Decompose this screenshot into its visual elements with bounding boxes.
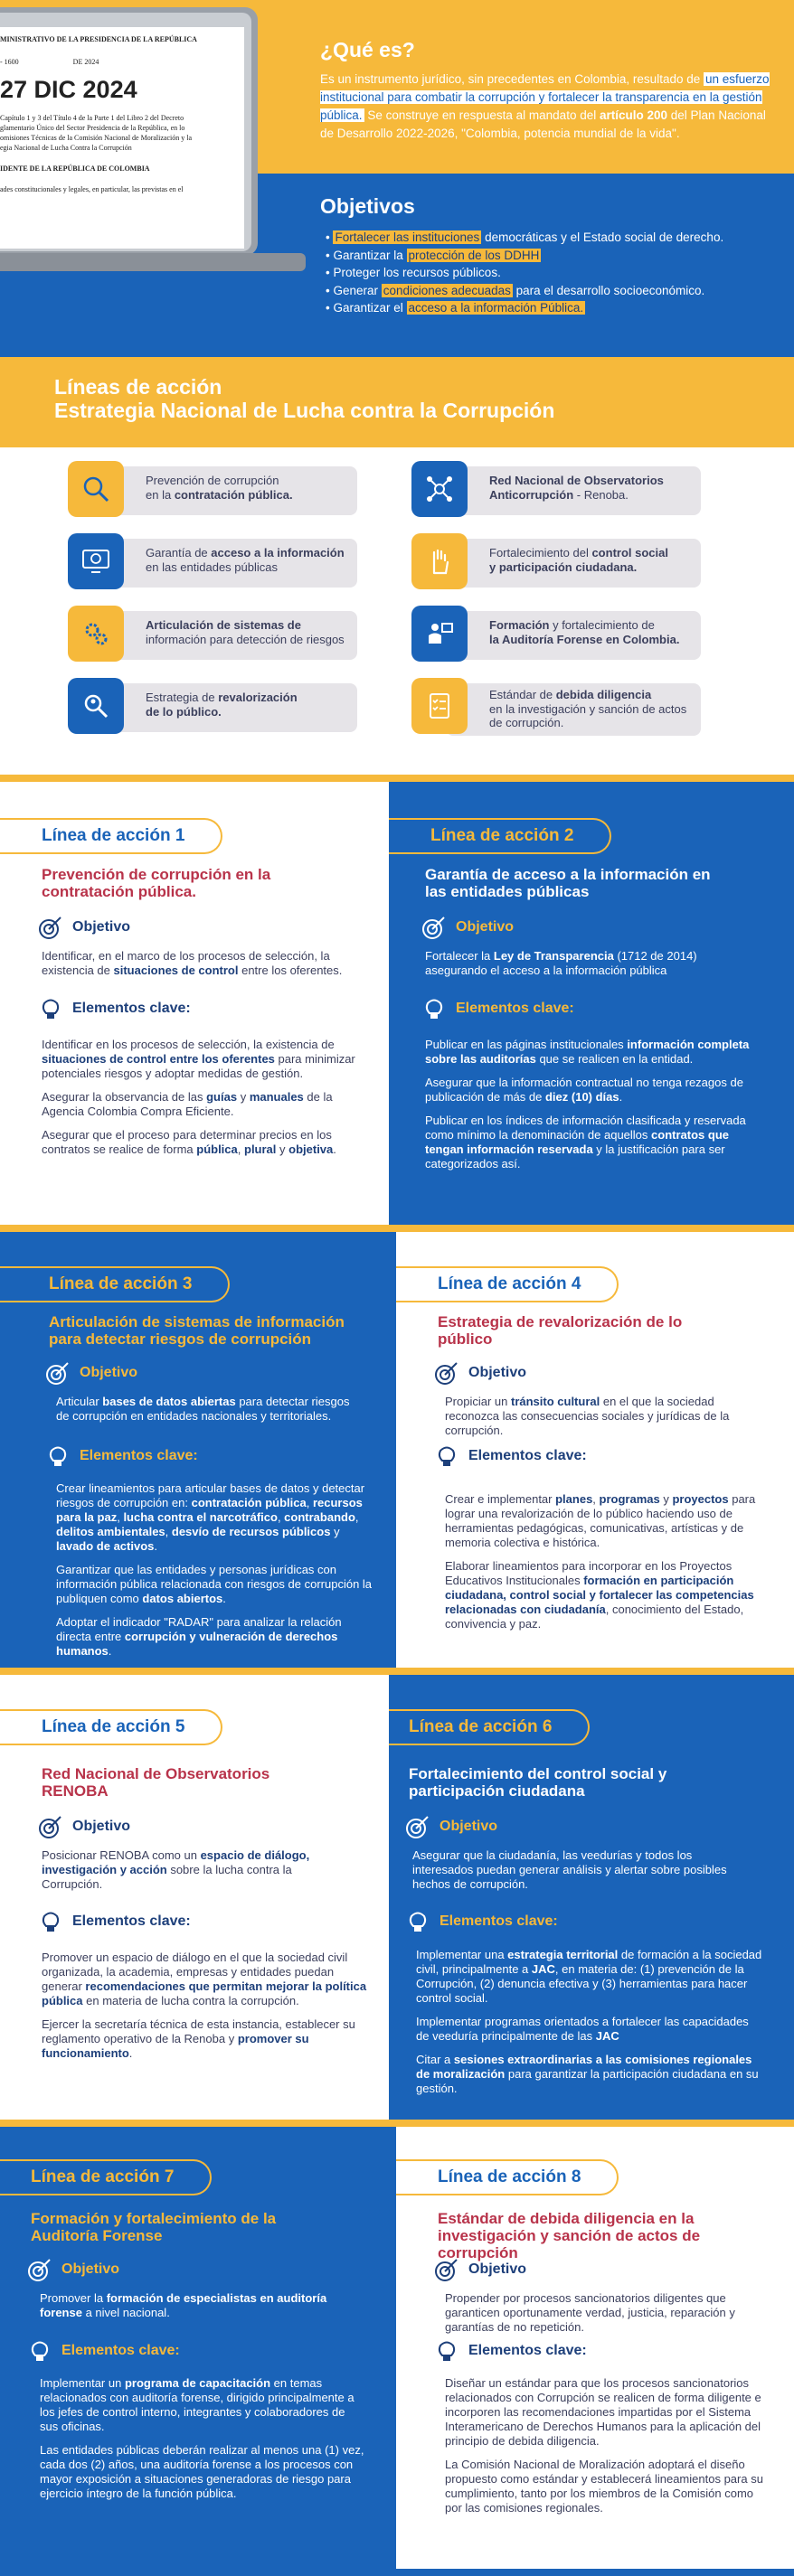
text-span: . (222, 1592, 226, 1605)
bold-span: tránsito cultural (510, 1395, 600, 1408)
line-8-panel (396, 2127, 794, 2569)
text-span: Identificar, en el marco de los procesos de selección, la existencia de (42, 949, 330, 977)
bold-span: situaciones de control entre los oferentes (42, 1052, 275, 1066)
text-span: Se construye en respuesta al mandato del (367, 108, 600, 122)
card-text: Estándar de (489, 688, 556, 701)
text-span: Es un instrumento jurídico, sin precedentes en Colombia, resultado de (320, 72, 704, 86)
bold-span: información completa sobre las auditorías (425, 1038, 750, 1066)
objective-label: Objetivo (80, 1365, 138, 1380)
text-span: Implementar una (416, 1948, 508, 1961)
decree-document-screen (0, 27, 244, 249)
lines-title: Líneas de acción (54, 375, 222, 399)
bold-span: objetiva (288, 1142, 334, 1156)
divider-band (0, 1668, 794, 1675)
highlight: protección de los DDHH (408, 248, 540, 262)
key-elements-label: Elementos clave: (468, 1448, 587, 1463)
objective-item (326, 299, 778, 317)
objective-label: Objetivo (456, 919, 515, 935)
text-span: . (108, 1644, 112, 1658)
text-span: Publicar en los índices de información clasificada y reservada como mínimo la denominación de aquellos (425, 1114, 746, 1142)
line-6-title: Fortalecimiento del control social y participación ciudadana (409, 1765, 667, 1800)
text-span: entre los oferentes. (238, 964, 343, 977)
text-span: Identificar en los procesos de selección, la existencia de (42, 1038, 335, 1051)
line-8-title: Estándar de debida diligencia en la investigación y sanción de actos de corrupción (438, 2210, 701, 2261)
text-span: sobre la lucha contra la Corrupción. (42, 1863, 292, 1891)
text-span: Garantizar el (333, 301, 407, 315)
text-span: Asegurar que el proceso para determinar precios en los contratos se realice de forma (42, 1128, 332, 1156)
lightbulb-icon (403, 1907, 432, 1936)
text-span: , (354, 1510, 359, 1524)
highlight: condiciones adecuadas (383, 283, 511, 297)
text-span: Propiciar un (445, 1395, 511, 1408)
card-text: Estrategia de (146, 691, 219, 704)
doc-line: glamentario Único del Sector Presidencia de la República, en lo (0, 124, 185, 132)
grid-card-2[interactable] (411, 461, 699, 510)
bold-span: bases de datos abiertas (102, 1395, 236, 1408)
grid-card-1[interactable] (68, 461, 355, 510)
card-text: Fortalecimiento del (489, 546, 592, 559)
text-span: Generar (333, 283, 382, 297)
target-icon (25, 2255, 54, 2284)
key-elements-label: Elementos clave: (468, 2343, 587, 2358)
text-span: Articular (56, 1395, 103, 1408)
line-4-pill: Línea de acción 4 (396, 1266, 619, 1302)
target-icon (432, 1359, 461, 1387)
line-1-panel (0, 782, 389, 1225)
text-span: Proteger los recursos públicos. (333, 266, 501, 279)
text-span: Diseñar un estándar para que los procesos sancionatorios relacionados con Corrupción se realicen de forma diligente e incorporen las recomendaciones impartidas por el Sistema Interamericano de Derechos Humanos para la aplicación del principio de debida diligencia. (445, 2376, 761, 2448)
target-icon (36, 1812, 65, 1841)
card-text: en la (146, 487, 175, 502)
hand-raised-icon (411, 533, 468, 589)
line-2-pill: Línea de acción 2 (389, 818, 611, 854)
text-span: Asegurar que la información contractual no tenga rezagos de publicación de más de (425, 1076, 743, 1104)
text-span: (1712 de 2014) asegurando el acceso a la información pública (425, 949, 697, 977)
card-bold: Red Nacional de Observatorios (489, 474, 664, 487)
lines-subtitle: Estrategia Nacional de Lucha contra la Corrupción (54, 399, 555, 422)
text-span: Garantizar la (333, 248, 407, 262)
text-span: . (619, 1090, 623, 1104)
text-span: Promover un espacio de diálogo en el que la sociedad civil organizada, la academia, empresas y entidades puedan generar (42, 1951, 348, 1993)
training-icon (411, 606, 468, 662)
line-5-pill: Línea de acción 5 (0, 1709, 222, 1745)
doc-line: Capítulo 1 y 3 del Título 4 de la Parte 1 del Libro 2 del Decreto (0, 114, 184, 122)
text-span: Crear lineamientos para articular bases de datos y detectar riesgos de corrupción en: (56, 1481, 365, 1509)
text-span: y la justificación para ser categorizados así. (425, 1142, 725, 1170)
bold-span: corrupción y vulneración de derechos humanos (56, 1630, 338, 1658)
bold-span: sesiones extraordinarias a las comisiones regionales de moralización (416, 2053, 752, 2081)
card-text: - Renoba. (573, 487, 629, 502)
text-span: que se realicen en la entidad. (535, 1052, 694, 1066)
text-span: . (154, 1539, 158, 1553)
bold-span: lucha contra el narcotráfico (123, 1510, 278, 1524)
text-span: Implementar un (40, 2376, 125, 2390)
line-3-elements (56, 1481, 373, 1668)
text-span: . (333, 1142, 336, 1156)
text-span: , (277, 1510, 285, 1524)
objective-item (326, 264, 778, 282)
card-text: y fortalecimiento de (549, 618, 655, 632)
bold-span: plural (244, 1142, 277, 1156)
line-3-pill: Línea de acción 3 (0, 1266, 230, 1302)
line-1-elements (42, 1038, 367, 1166)
target-icon (432, 2255, 461, 2284)
card-bold: revalorización (218, 691, 298, 704)
text-span: de la Agencia Colombia Compra Eficiente. (42, 1090, 333, 1118)
magnifier-icon (68, 461, 124, 517)
divider-band (0, 2120, 794, 2127)
text-span: Promover la (40, 2291, 107, 2305)
bold-span: contrabando (284, 1510, 355, 1524)
card-bold: debida diligencia (555, 688, 652, 701)
bold-span: diez (10) días (544, 1090, 619, 1104)
bold-span: formación en participación ciudadana, control social y fortalecer las competencias relacionadas con ciudadanía (445, 1574, 754, 1616)
bold-span: programa de capacitación (124, 2376, 271, 2390)
line-1-pill: Línea de acción 1 (0, 818, 222, 854)
footer-band (0, 2569, 794, 2576)
text-span: , (306, 1496, 313, 1509)
text-span: Asegurar que la ciudadanía, las veedurías y todos los interesados puedan generar análisis y alertar sobre posibles hechos de corrupción. (412, 1848, 727, 1891)
line-5-elements (42, 1951, 371, 2070)
doc-line: omisiones Técnicas de la Comisión Nacional de Moralización y la (0, 134, 193, 142)
target-icon (420, 913, 449, 942)
decree-date: 27 DIC 2024 (0, 76, 137, 103)
lines-header (0, 357, 794, 447)
intro-section (0, 0, 794, 357)
text-span: Fortalecer la (425, 949, 494, 963)
bold-span: pública (196, 1142, 238, 1156)
bold-span: contratación pública (191, 1496, 307, 1509)
text-span: Crear e implementar (445, 1492, 556, 1506)
text-span: Propender por procesos sancionatorios diligentes que garanticen oportunamente verdad, justicia, reparación y garantías de no repetición. (445, 2291, 735, 2334)
text-span: Posicionar RENOBA como un (42, 1848, 201, 1862)
grid-card-7[interactable] (68, 678, 355, 727)
doc-line: ades constitucionales y legales, en particular, las previstas en el (0, 185, 184, 193)
text-span: a nivel nacional. (81, 2306, 170, 2319)
divider-band (0, 775, 794, 782)
highlight: Fortalecer las instituciones (335, 230, 480, 244)
key-elements-label: Elementos clave: (440, 1913, 558, 1929)
bold-span: proyectos (672, 1492, 729, 1506)
text-span: democráticas y el Estado social de derecho. (481, 230, 724, 244)
key-elements-label: Elementos clave: (72, 1913, 191, 1929)
card-bold: Formación (489, 618, 550, 632)
lightbulb-icon (432, 1442, 461, 1471)
text-span: La Comisión Nacional de Moralización adoptará el diseño propuesto como estándar y establecerá lineamientos para su cumplimiento, tanto por los miembros de la Comisión como por las comisiones regionales. (445, 2458, 763, 2515)
bold-span: planes (555, 1492, 593, 1506)
key-elements-label: Elementos clave: (72, 1001, 191, 1016)
objectives-title: Objetivos (320, 194, 415, 218)
line-7-objective (40, 2291, 338, 2320)
monitor-globe-icon (68, 533, 124, 589)
bold-span: guías (206, 1090, 238, 1104)
line-5-objective (42, 1848, 349, 1892)
divider-band (0, 1225, 794, 1232)
objective-label: Objetivo (72, 1819, 131, 1834)
target-icon (43, 1359, 72, 1387)
card-text: información para detección de riesgos (146, 632, 345, 646)
line-5-panel (0, 1675, 389, 2120)
grid-card-6[interactable] (411, 606, 699, 654)
text-span: , (117, 1510, 124, 1524)
bold-span: JAC (595, 2029, 619, 2043)
bold-span: delitos ambientales (56, 1525, 165, 1538)
doc-line: DE 2024 (72, 58, 99, 66)
line-4-panel (396, 1232, 794, 1668)
text-span: Citar a (416, 2053, 454, 2066)
text-span: , (592, 1492, 600, 1506)
text-span: en materia de lucha contra la corrupción. (82, 1994, 299, 2007)
network-icon (411, 461, 468, 517)
doc-line: - 1600 (0, 58, 19, 66)
line-7-title: Formación y fortalecimiento de la Auditoría Forense (31, 2210, 277, 2244)
doc-line: IDENTE DE LA REPÚBLICA DE COLOMBIA (0, 165, 150, 173)
gears-icon (68, 606, 124, 662)
card-text: Prevención de corrupción (146, 474, 279, 487)
grid-card-4[interactable] (411, 533, 699, 582)
line-7-elements (40, 2376, 365, 2510)
card-text: Garantía de (146, 546, 212, 559)
objective-label: Objetivo (468, 2261, 527, 2277)
text-span: . (128, 2046, 133, 2060)
objective-item (326, 247, 778, 265)
text-span: , conocimiento del Estado, convivencia y paz. (445, 1603, 744, 1631)
card-bold: acceso a la información (211, 546, 345, 559)
line-1-title: Prevención de corrupción en la contratación pública. (42, 866, 271, 900)
what-is-text (320, 71, 772, 143)
objective-item (326, 282, 778, 300)
card-bold: la Auditoría Forense en Colombia. (489, 632, 680, 646)
text-span: Publicar en las páginas institucionales (425, 1038, 628, 1051)
objective-item (326, 229, 778, 247)
text-span: , en materia de: (1) prevención de la Corrupción, (2) denuncia efectiva y (3) herramientas para hacer control social. (416, 1962, 748, 2005)
line-8-objective (445, 2291, 761, 2335)
bold-span: manuales (249, 1090, 304, 1104)
grid-card-3[interactable] (68, 533, 355, 582)
text-span: , (237, 1142, 244, 1156)
text-span: para detectar riesgos de corrupción en entidades nacionales y territoriales. (56, 1395, 350, 1423)
lightbulb-icon (36, 994, 65, 1023)
card-bold: Anticorrupción (489, 487, 574, 502)
target-icon (403, 1812, 432, 1841)
key-elements-label: Elementos clave: (456, 1001, 574, 1016)
text-span: y (276, 1142, 289, 1156)
line-3-panel (0, 1232, 396, 1668)
key-elements-label: Elementos clave: (80, 1448, 198, 1463)
bold-span: JAC (531, 1962, 555, 1976)
bold-span: espacio de diálogo, investigación y acción (42, 1848, 310, 1876)
bold-span: recomendaciones que permitan mejorar la política pública (42, 1979, 367, 2007)
text-span: del Plan Nacional de Desarrollo 2022-2026, "Colombia, potencia mundial de la vida". (320, 108, 766, 140)
line-3-title: Articulación de sistemas de información para detectar riesgos de corrupción (49, 1313, 345, 1348)
line-6-panel (389, 1675, 794, 2120)
doc-line: egia Nacional de Lucha Contra la Corrupción (0, 144, 132, 152)
line-1-objective (42, 949, 367, 978)
bold-span: programas (599, 1492, 660, 1506)
text-span: , (165, 1525, 172, 1538)
line-6-objective (412, 1848, 738, 1892)
bold-span: artículo 200 (599, 108, 668, 122)
text-span: para garantizar la participación ciudadana en su gestión. (416, 2067, 759, 2095)
text-span: para lograr una revalorización de lo público haciendo uso de herramientas pedagógicas, comunicativas, artísticas y de memoria colectiva e histórica. (445, 1492, 756, 1549)
lightbulb-icon (25, 2336, 54, 2365)
highlight: un esfuerzo institucional para combatir la corrupción y fortalecer la transparencia en la gestión pública. (320, 72, 770, 122)
text-span: Ejercer la secretaría técnica de esta instancia, establecer su reglamento operativo de la Renoba y (42, 2017, 355, 2045)
line-8-elements (445, 2376, 770, 2524)
grid-card-5[interactable] (68, 606, 355, 654)
text-span: Elaborar lineamientos para incorporar en los Proyectos Educativos Institucionales (445, 1559, 733, 1587)
text-span: en temas relacionados con auditoría forense, dirigido principalmente a los jefes de control interno, integrantes y colaboradores de sus oficinas. (40, 2376, 354, 2433)
text-span: Garantizar que las entidades y personas jurídicas con información pública relacionada con riesgos de corrupción la publiquen como (56, 1563, 373, 1605)
search-person-icon (68, 678, 124, 734)
bold-span: datos abiertos (142, 1592, 223, 1605)
target-icon (36, 913, 65, 942)
objective-label: Objetivo (440, 1819, 498, 1834)
card-bold: contratación pública. (174, 487, 293, 502)
key-elements-label: Elementos clave: (61, 2343, 180, 2358)
line-7-panel (0, 2127, 396, 2569)
bold-span: promover su funcionamiento (42, 2032, 309, 2060)
line-6-elements (416, 1948, 764, 2105)
bold-span: formación de especialistas en auditoría forense (40, 2291, 327, 2319)
line-2-elements (425, 1038, 769, 1180)
text-span: y (659, 1492, 673, 1506)
objective-label: Objetivo (72, 919, 131, 935)
bold-span: estrategia territorial (507, 1948, 619, 1961)
line-4-objective (445, 1395, 761, 1438)
line-2-objective (425, 949, 760, 978)
bold-span: lavado de activos (56, 1539, 155, 1553)
line-2-title: Garantía de acceso a la información en las entidades públicas (425, 866, 711, 900)
bold-span: situaciones de control (113, 964, 239, 977)
objective-label: Objetivo (61, 2261, 120, 2277)
line-7-pill: Línea de acción 7 (0, 2159, 212, 2195)
card-bold: Articulación de sistemas de (146, 618, 301, 632)
card-text: en las entidades públicas (146, 559, 278, 574)
line-8-pill: Línea de acción 8 (396, 2159, 619, 2195)
text-span: Adoptar el indicador "RADAR" para analizar la relación directa entre (56, 1615, 342, 1643)
objective-label: Objetivo (468, 1365, 527, 1380)
line-6-pill: Línea de acción 6 (389, 1709, 590, 1745)
text-span: Las entidades públicas deberán realizar al menos una (1) vez, cada dos (2) años, una auditoría forense a los procesos con mayor exposición a situaciones generadoras de riesgo para ejercicio íntegro de la función pública. (40, 2443, 364, 2500)
card-bold: y participación ciudadana. (489, 559, 638, 574)
objectives-list (326, 229, 778, 317)
lightbulb-icon (43, 1442, 72, 1471)
text-span: para minimizar potenciales riesgos y adoptar medidas de gestión. (42, 1052, 355, 1080)
text-span: para el desarrollo socioeconómico. (512, 283, 705, 297)
grid-card-8[interactable] (411, 678, 699, 727)
text-span: y (330, 1525, 340, 1538)
bold-span: Ley de Transparencia (493, 949, 614, 963)
text-span: de formación a la sociedad civil, principalmente a (416, 1948, 762, 1976)
lightbulb-icon (420, 994, 449, 1023)
bold-span: desvío de recursos públicos (171, 1525, 331, 1538)
bold-span: contratos que tengan información reservada (425, 1128, 729, 1156)
line-4-elements (445, 1492, 770, 1641)
bold-span: recursos para la paz (56, 1496, 363, 1524)
text-span: en el que la sociedad reconozca las consecuencias sociales y jurídicas de la corrupción. (445, 1395, 730, 1437)
card-bold: en la investigación y sanción de actos de corrupción. (489, 701, 687, 729)
doc-line: MINISTRATIVO DE LA PRESIDENCIA DE LA REPÚBLICA (0, 35, 197, 43)
lightbulb-icon (36, 1907, 65, 1936)
line-4-title: Estrategia de revalorización de lo público (438, 1313, 683, 1348)
line-2-panel (389, 782, 794, 1225)
what-is-title: ¿Qué es? (320, 38, 415, 61)
highlight: acceso a la información Pública. (408, 301, 584, 315)
card-bold: de lo público. (146, 704, 222, 719)
lightbulb-icon (432, 2336, 461, 2365)
text-span: Implementar programas orientados a fortalecer las capacidades de veeduría principalmente de las (416, 2015, 749, 2043)
text-span: y (237, 1090, 250, 1104)
checklist-icon (411, 678, 468, 734)
line-3-objective (56, 1395, 364, 1424)
text-span: Asegurar la observancia de las (42, 1090, 207, 1104)
line-5-title: Red Nacional de Observatorios RENOBA (42, 1765, 270, 1800)
card-bold: control social (591, 546, 668, 559)
